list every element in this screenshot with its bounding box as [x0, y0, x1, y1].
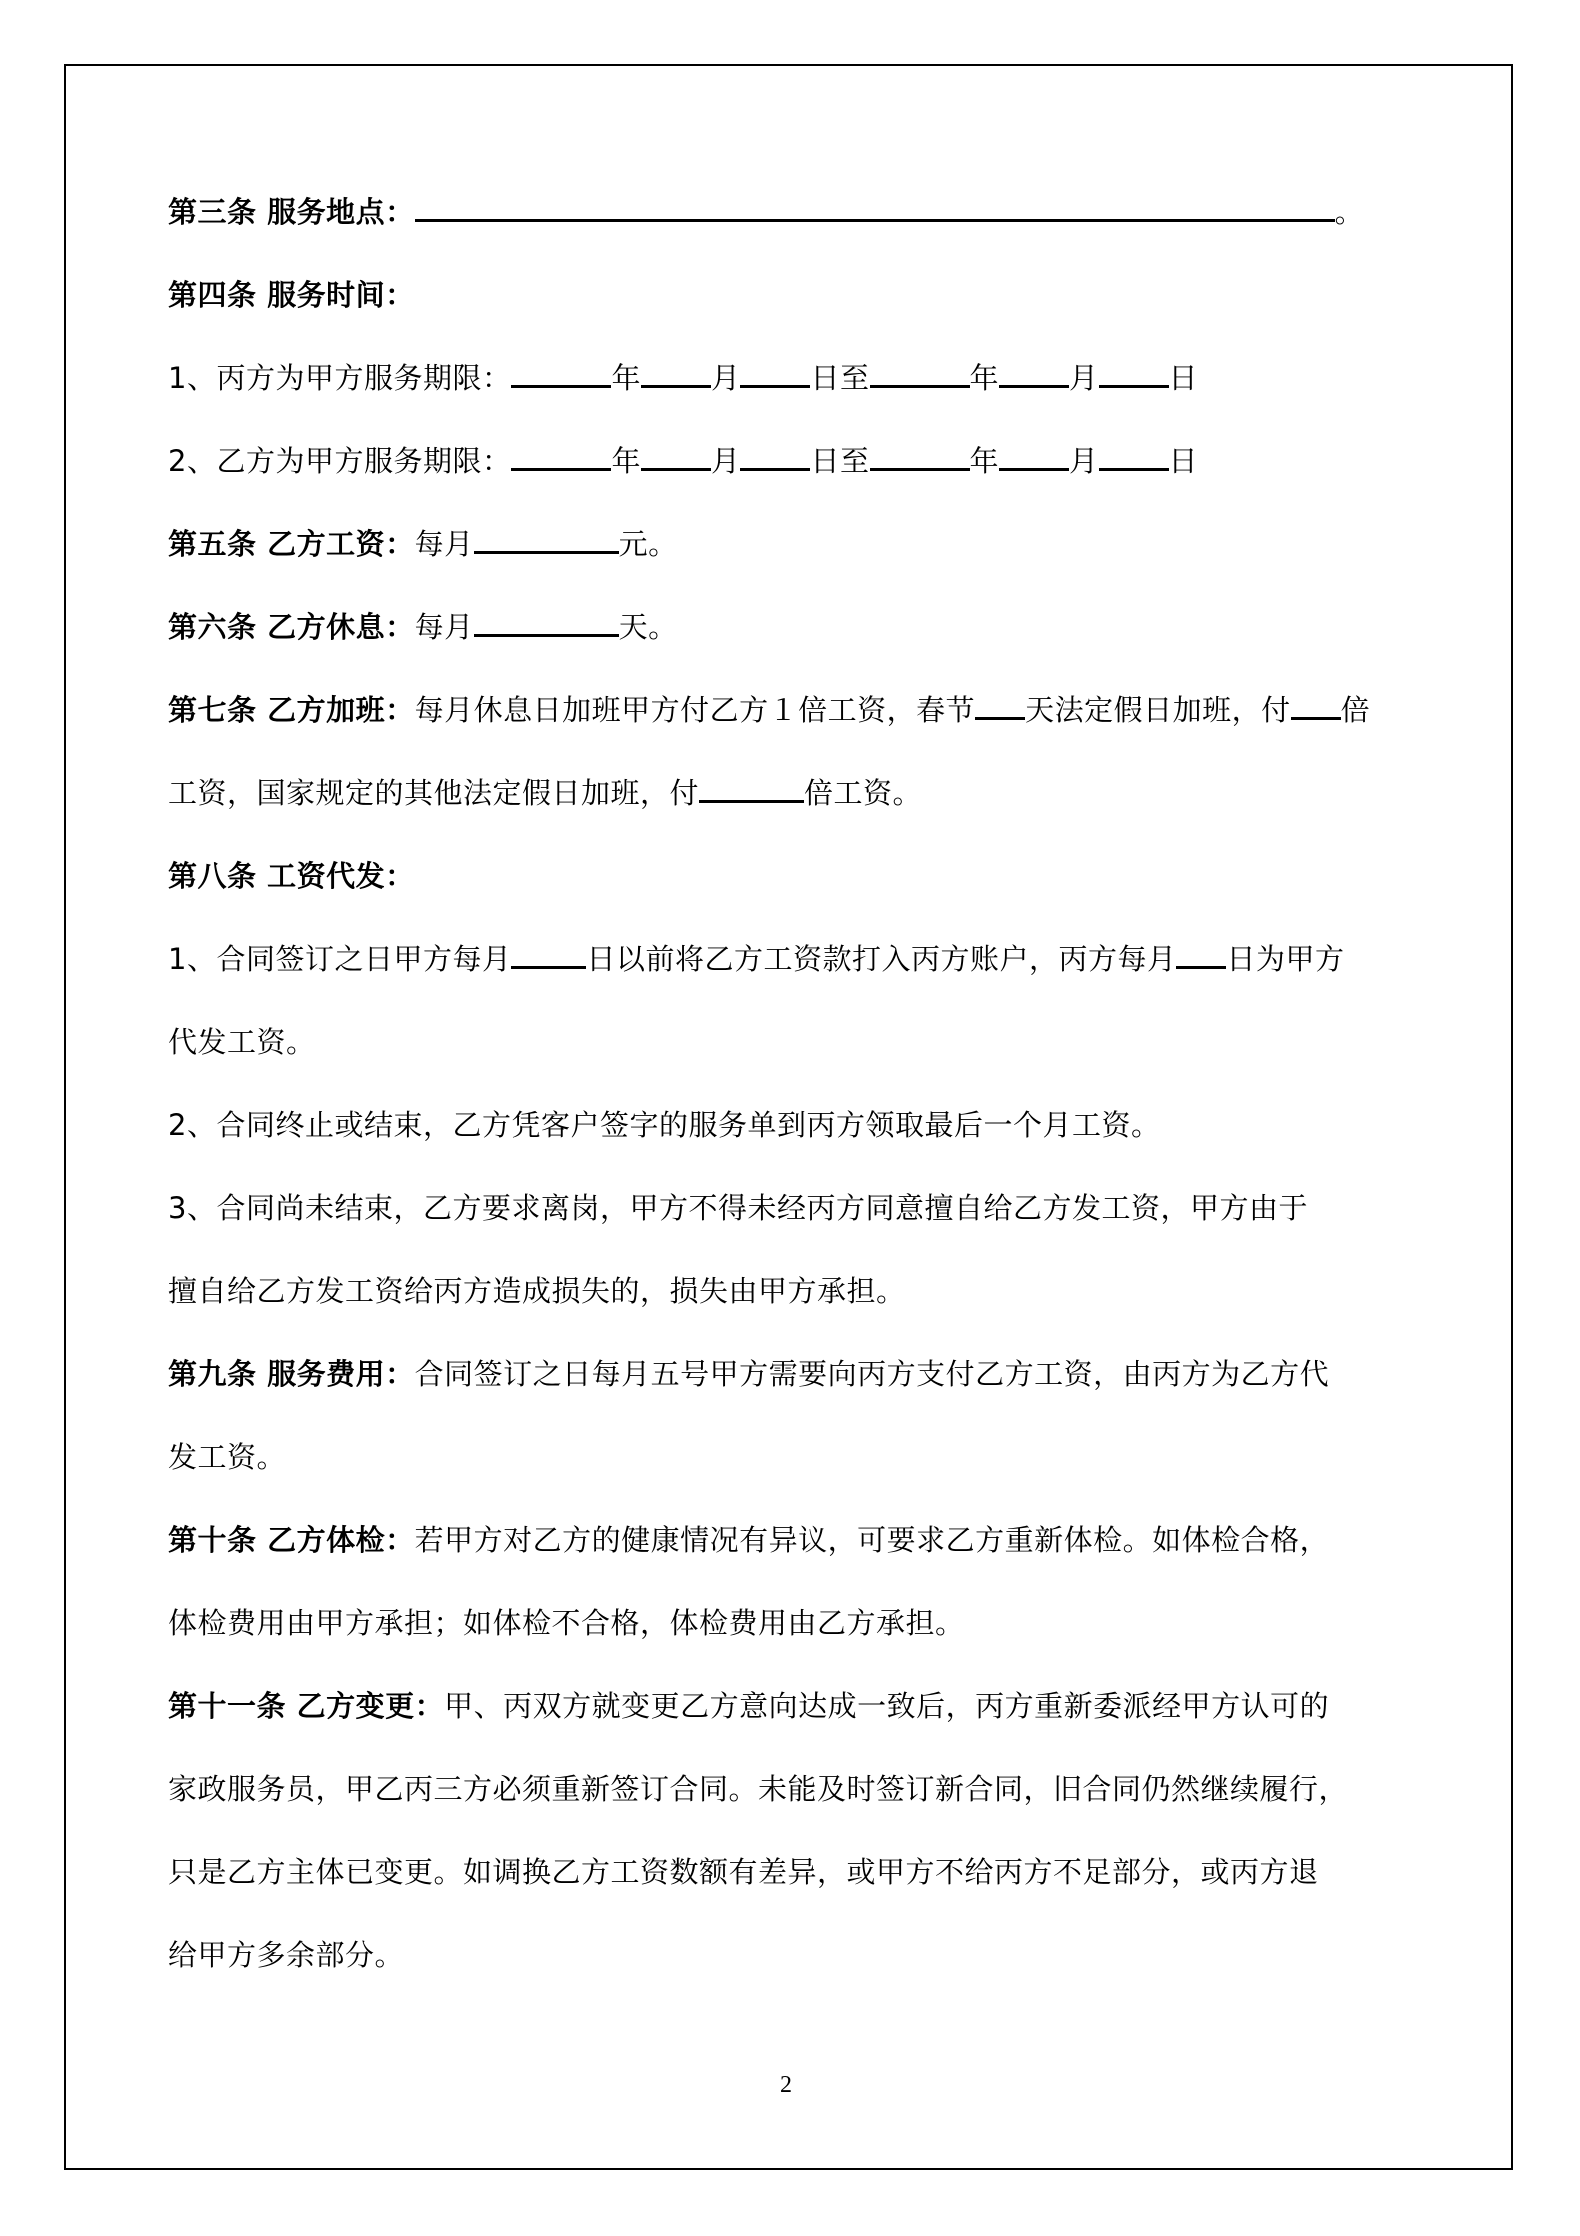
- item-1-prefix: 1、丙方为甲方服务期限：: [168, 361, 512, 395]
- article-6-heading: 第六条 乙方休息：: [168, 610, 415, 644]
- article-9-heading: 第九条 服务费用：: [168, 1357, 415, 1391]
- end-month-blank[interactable]: [999, 359, 1069, 388]
- item-2-prefix: 2、乙方为甲方服务期限：: [168, 444, 512, 478]
- year-label: 年: [969, 361, 1000, 395]
- article-4-service-time: [168, 275, 1418, 315]
- article-10-health-check: [168, 1520, 1418, 1560]
- article-7-body-3: 倍: [1340, 693, 1371, 727]
- article-8-item-1-part-1: 1、合同签订之日甲方每月: [168, 942, 512, 976]
- article-8-item-1-part-3: 日为甲方: [1226, 942, 1345, 976]
- day-label: 日: [1168, 361, 1199, 395]
- year-label: 年: [969, 444, 1000, 478]
- deposit-day-blank[interactable]: [511, 940, 586, 969]
- article-9-line-2: [168, 1437, 1418, 1477]
- article-3-tail: 。: [1334, 195, 1365, 229]
- start-day-blank[interactable]: [740, 442, 810, 471]
- payday-blank[interactable]: [1176, 940, 1226, 969]
- article-11-line-4-text: 给甲方多余部分。: [168, 1938, 405, 1972]
- article-7-line-2a: 工资，国家规定的其他法定假日加班，付: [168, 776, 700, 810]
- article-4-item-2: [168, 441, 1418, 481]
- month-label: 月: [710, 361, 741, 395]
- service-location-blank[interactable]: [415, 193, 1335, 222]
- article-5-tail: 元。: [618, 527, 678, 561]
- end-year-blank[interactable]: [870, 359, 970, 388]
- article-8-item-1-part-2: 日以前将乙方工资款打入丙方账户，丙方每月: [586, 942, 1177, 976]
- article-10-body: 若甲方对乙方的健康情况有异议，可要求乙方重新体检。如体检合格，: [414, 1523, 1330, 1557]
- article-6-rest: [168, 607, 1418, 647]
- article-11-heading: 第十一条 乙方变更：: [168, 1689, 445, 1723]
- article-7-line-2b: 倍工资。: [804, 776, 923, 810]
- article-8-item-3-line-2-text: 擅自给乙方发工资给丙方造成损失的，损失由甲方承担。: [168, 1274, 906, 1308]
- month-label: 月: [710, 444, 741, 478]
- salary-amount-blank[interactable]: [474, 525, 619, 554]
- article-8-item-1-line-2: [168, 1022, 1418, 1062]
- day-label: 日: [1168, 444, 1199, 478]
- spring-festival-days-blank[interactable]: [975, 691, 1025, 720]
- article-3-service-location: [168, 192, 1418, 232]
- start-year-blank[interactable]: [511, 359, 611, 388]
- article-11-line-2: [168, 1769, 1418, 1809]
- start-month-blank[interactable]: [641, 442, 711, 471]
- article-7-overtime: [168, 690, 1418, 730]
- year-label: 年: [611, 444, 641, 478]
- article-8-item-3-line-2: [168, 1271, 1418, 1311]
- month-label: 月: [1069, 444, 1099, 478]
- article-11-line-3-text: 只是乙方主体已变更。如调换乙方工资数额有差异，或甲方不给丙方不足部分，或丙方退: [168, 1855, 1319, 1889]
- article-11-line-2-text: 家政服务员，甲乙丙三方必须重新签订合同。未能及时签订新合同，旧合同仍然继续履行，: [168, 1772, 1349, 1806]
- end-day-blank[interactable]: [1099, 442, 1169, 471]
- day-to-label: 日至: [810, 361, 870, 395]
- holiday-multiplier-blank[interactable]: [1291, 691, 1341, 720]
- end-month-blank[interactable]: [999, 442, 1069, 471]
- article-7-heading: 第七条 乙方加班：: [168, 693, 415, 727]
- rest-days-blank[interactable]: [474, 608, 619, 637]
- article-4-heading: 第四条 服务时间：: [168, 278, 415, 312]
- article-11-replacement: [168, 1686, 1418, 1726]
- article-5-body: 每月: [414, 527, 474, 561]
- start-year-blank[interactable]: [511, 442, 611, 471]
- article-10-heading: 第十条 乙方体检：: [168, 1523, 415, 1557]
- page-number: 2: [780, 2072, 792, 2098]
- end-year-blank[interactable]: [870, 442, 970, 471]
- month-label: 月: [1069, 361, 1099, 395]
- day-to-label: 日至: [810, 444, 870, 478]
- article-5-heading: 第五条 乙方工资：: [168, 527, 415, 561]
- article-6-tail: 天。: [618, 610, 678, 644]
- article-3-heading: 第三条 服务地点：: [168, 195, 415, 229]
- article-8-item-3-line-1: 3、合同尚未结束，乙方要求离岗，甲方不得未经丙方同意擅自给乙方发工资，甲方由于: [168, 1191, 1308, 1225]
- article-6-body: 每月: [414, 610, 474, 644]
- start-day-blank[interactable]: [740, 359, 810, 388]
- article-4-item-1: [168, 358, 1418, 398]
- article-7-line-2: [168, 773, 1418, 813]
- article-10-line-2: [168, 1603, 1418, 1643]
- article-11-line-4: [168, 1935, 1418, 1975]
- year-label: 年: [611, 361, 641, 395]
- article-9-body: 合同签订之日每月五号甲方需要向丙方支付乙方工资，由丙方为乙方代: [414, 1357, 1330, 1391]
- article-9-service-fee: [168, 1354, 1418, 1394]
- article-8-payroll: [168, 856, 1418, 896]
- article-7-body-2: 天法定假日加班，付: [1025, 693, 1291, 727]
- article-11-line-3: [168, 1852, 1418, 1892]
- article-7-body-1: 每月休息日加班甲方付乙方１倍工资，春节: [414, 693, 976, 727]
- other-holiday-multiplier-blank[interactable]: [699, 774, 804, 803]
- end-day-blank[interactable]: [1099, 359, 1169, 388]
- article-8-heading: 第八条 工资代发：: [168, 859, 415, 893]
- article-9-line-2-text: 发工资。: [168, 1440, 287, 1474]
- article-10-line-2-text: 体检费用由甲方承担；如体检不合格，体检费用由乙方承担。: [168, 1606, 965, 1640]
- article-8-item-2-text: 2、合同终止或结束，乙方凭客户签字的服务单到丙方领取最后一个月工资。: [168, 1108, 1161, 1142]
- article-8-item-1-line-2-text: 代发工资。: [168, 1025, 316, 1059]
- article-8-item-2: [168, 1105, 1418, 1145]
- article-11-body: 甲、丙双方就变更乙方意向达成一致后，丙方重新委派经甲方认可的: [444, 1689, 1330, 1723]
- article-5-salary: [168, 524, 1418, 564]
- article-8-item-3: [168, 1188, 1418, 1228]
- start-month-blank[interactable]: [641, 359, 711, 388]
- article-8-item-1: [168, 939, 1418, 979]
